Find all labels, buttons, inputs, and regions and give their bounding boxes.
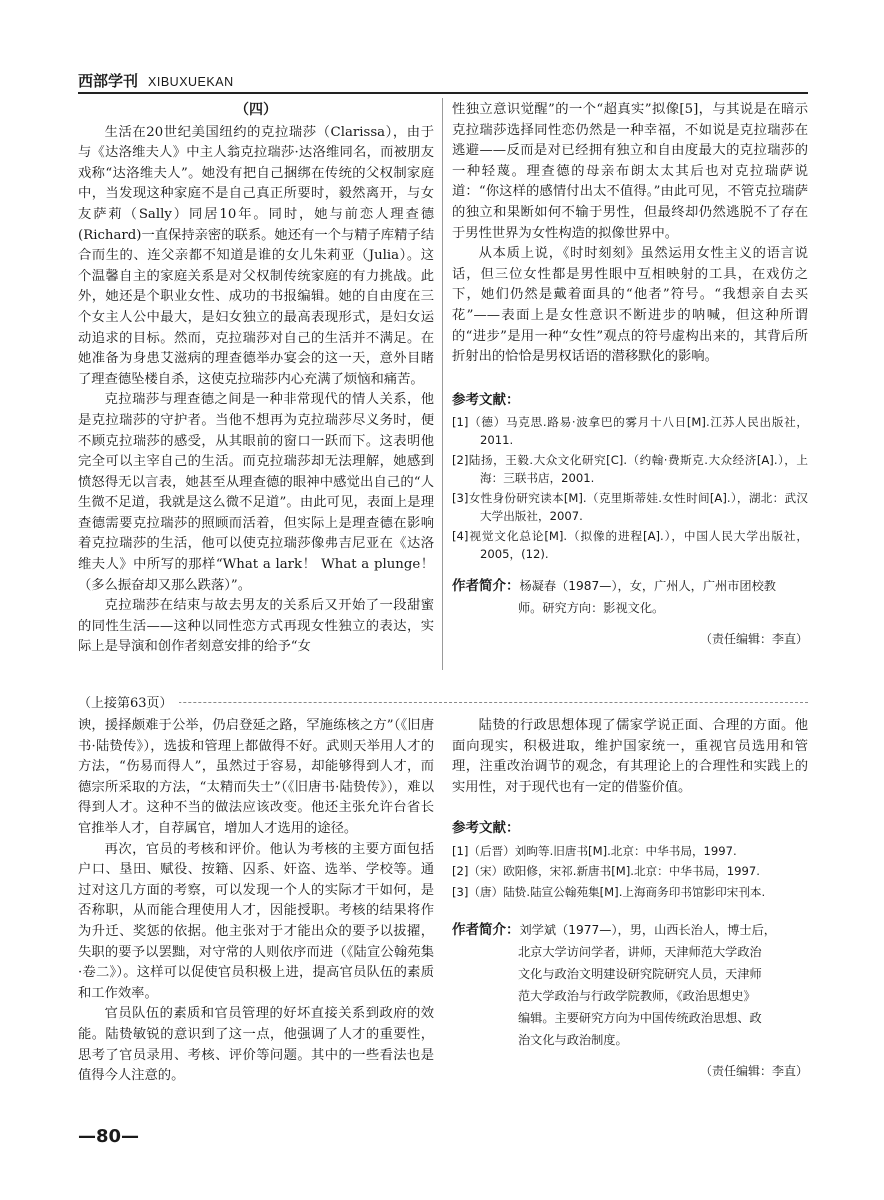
- paragraph: 官员队伍的素质和官员管理的好坏直接关系到政府的效能。陆贽敏锐的意识到了这一点，他强调了人才的重要性，思考了官员录用、考核、评价等问题。其中的一些看法也是值得今人注意的。: [78, 1006, 434, 1084]
- reference-item: [4]视觉文化总论[M].（拟像的进程[A].），中国人民大学出版社，2005，(12).: [452, 529, 808, 561]
- continuation-label: （上接第63页）: [78, 692, 179, 711]
- paragraph: 克拉瑞莎在结束与故去男友的关系后又开始了一段甜蜜的同性生活——这种以同性恋方式再现女性独立的表达，实际上是导演和创作者刻意安排的给予“女: [78, 598, 434, 655]
- author-line: 编辑。主要研究方向为中国传统政治思想、政: [518, 1011, 762, 1026]
- section-heading: （四）: [235, 102, 277, 118]
- column-divider: [442, 98, 443, 670]
- paragraph: 从本质上说，《时时刻刻》虽然运用女性主义的语言说话，但三位女性都是男性眼中互相映射的工具，在戏仿之下，她们仍然是戴着面具的“他者”符号。“我想亲自去买花”——表面上是女性意识不断进步的呐喊，但这种所谓的“进步”是用一种“女性”观点的符号虚构出来的，其背后所折射出的恰恰是男权话语的潜移默化的影响。: [452, 246, 808, 365]
- continuation-divider: [78, 692, 808, 712]
- page-header: [78, 70, 808, 92]
- article2-left-column: [78, 716, 434, 1087]
- paragraph: 性独立意识觉醒”的一个“超真实”拟像[5]，与其说是在暗示克拉瑞莎选择同性恋仍然是一种幸福，不如说是克拉瑞莎在逃避——反而是对已经拥有独立和自由度最大的克拉瑞莎的一种轻蔑。理查德的母亲布朗太太其后也对克拉瑞萨说道：“你这样的感情付出太不值得。”由此可见，不管克拉瑞萨的独立和果断如何不输于男性，但最终却仍然逃脱不了存在于男性世界为女性构造的拟像世界中。: [452, 102, 808, 241]
- author-line: 范大学政治与行政学院教师，《政治思想史》: [518, 989, 756, 1004]
- author-bio: [452, 919, 808, 1051]
- author-line: 治文化与政治制度。: [518, 1033, 628, 1048]
- author-bio: [452, 575, 808, 619]
- reference-item: [1]（德）马克思.路易·波拿巴的雾月十八日[M].江苏人民出版社，2011.: [452, 415, 808, 447]
- reference-item: [1]（后晋）刘昫等.旧唐书[M].北京：中华书局，1997.: [452, 843, 737, 858]
- author-line: 刘学斌（1977—），男，山西长治人，博士后，: [519, 923, 776, 938]
- paragraph: 再次，官员的考核和评价。他认为考核的主要方面包括户口、垦田、赋役、按籍、囚系、奸盗、选举、学校等。通过对这几方面的考察，可以发现一个人的实际才干如何，是否称职，从而能合理使用人才，因能授职。考核的结果将作为升迁、奖惩的依据。他主张对于才能出众的要予以拔擢，失职的要予以罢黜，对守常的人则依序而进（《陆宣公翰苑集·卷二》）。这样可以促使官员积极上进，提高官员队伍的素质和工作效率。: [78, 841, 434, 1001]
- reference-item: [3]（唐）陆贽.陆宣公翰苑集[M].上海商务印书馆影印宋刊本.: [452, 884, 766, 899]
- paragraph: 生活在20世纪美国纽约的克拉瑞莎（Clarissa），由于与《达洛维夫人》中主人翁克拉瑞莎·达洛维同名，而被朋友戏称“达洛维夫人”。她没有把自己捆绑在传统的父权制家庭中，当发现这种家庭不是自己真正所要时，毅然离开，与女友萨莉（Sally）同居10年。同时，她与前恋人理查德(Richard)一直保持亲密的联系。她还有一个与精子库精子结合而生的、连父亲都不知道是谁的女儿朱莉亚（Julia）。这个温馨自主的家庭关系是对父权制传统家庭的有力挑战。此外，她还是个职业女性、成功的书报编辑。她的自由度在三个女主人公中最大，是妇女独立的最高表现形式，是妇女运动追求的目标。然而，克拉瑞莎对自己的生活并不满足。在她准备为身患艾滋病的理查德举办宴会的这一天，意外目睹了理查德坠楼自杀，这使克拉瑞莎内心充满了烦恼和痛苦。: [78, 124, 434, 387]
- references-list: [452, 414, 808, 563]
- references-list: [452, 843, 808, 902]
- author-line: 文化与政治文明建设研究院研究人员，天津师: [518, 967, 762, 982]
- reference-item: [3]女性身份研究读本[M].（克里斯蒂娃.女性时间[A].），湖北：武汉大学出版社，2007.: [452, 491, 808, 523]
- header-rule: [78, 92, 808, 94]
- paragraph: 谀，援择颇难于公举，仍启登延之路，罕施练核之方”（《旧唐书·陆贽传》），选拔和管理上都做得不好。武则天举用人才的方法，“伤易而得人”，虽然过于容易，却能够得到人才，而德宗所采取的方法，“太精而失士”（《旧唐书·陆贽传》），难以得到人才。这种不当的做法应该改变。他还主张允许台省长官推举人才，自荐属官，增加人才选用的途径。: [78, 718, 434, 836]
- article1-right-column: [452, 100, 808, 650]
- page-number: —80—: [78, 1126, 140, 1147]
- references-heading: 参考文献：: [452, 820, 520, 837]
- article1-left-column: [78, 100, 434, 658]
- editor-note: （责任编辑：李直）: [699, 1064, 808, 1079]
- divider-line: [78, 702, 808, 703]
- references-heading: 参考文献：: [452, 391, 520, 408]
- article2-right-column: [452, 716, 808, 1082]
- reference-item: [2]（宋）欧阳修，宋祁.新唐书[M].北京：中华书局，1997.: [452, 864, 760, 879]
- reference-item: [2]陆扬，王毅.大众文化研究[C].（约翰·费斯克.大众经济[A].），上海：三联书店，2001.: [452, 453, 808, 485]
- paragraph: 克拉瑞莎与理查德之间是一种非常现代的情人关系，他是克拉瑞莎的守护者。当他不想再为克拉瑞莎尽义务时，便不顾克拉瑞莎的感受，从其眼前的窗口一跃而下。这表明他完全可以主宰自己的生活。而克拉瑞莎却无法理解，她感到愤怒得无以言表，她甚至从理查德的眼神中感觉出自己的“人生微不足道，我就是这么微不足道”。由此可见，表面上是理查德需要克拉瑞莎的照顾而活着，但实际上是理查德在影响着克拉瑞莎的生活，他可以使克拉瑞莎像弗吉尼亚在《达洛维夫人》中所写的那样“What a lark！ What a plunge！（多么振奋却又那么跌落）”。: [78, 392, 434, 593]
- author-line: 北京大学访问学者，讲师，天津师范大学政治: [518, 945, 762, 960]
- journal-title: 西部学刊: [78, 72, 139, 90]
- journal-latin-title: XIBUXUEKAN: [148, 75, 234, 89]
- author-line: 杨凝春（1987—），女，广州人，广州市团校教: [519, 579, 776, 594]
- paragraph: 陆贽的行政思想体现了儒家学说正面、合理的方面。他面向现实，积极进取，维护国家统一，重视官员选用和管理，注重改治调节的观念，有其理论上的合理性和实践上的实用性，对于现代也有一定的借鉴价值。: [452, 718, 808, 795]
- editor-note: （责任编辑：李直）: [699, 632, 808, 647]
- author-line: 师。研究方向：影视文化。: [518, 601, 665, 616]
- author-label: 作者简介：: [452, 578, 520, 595]
- author-label: 作者简介：: [452, 922, 520, 939]
